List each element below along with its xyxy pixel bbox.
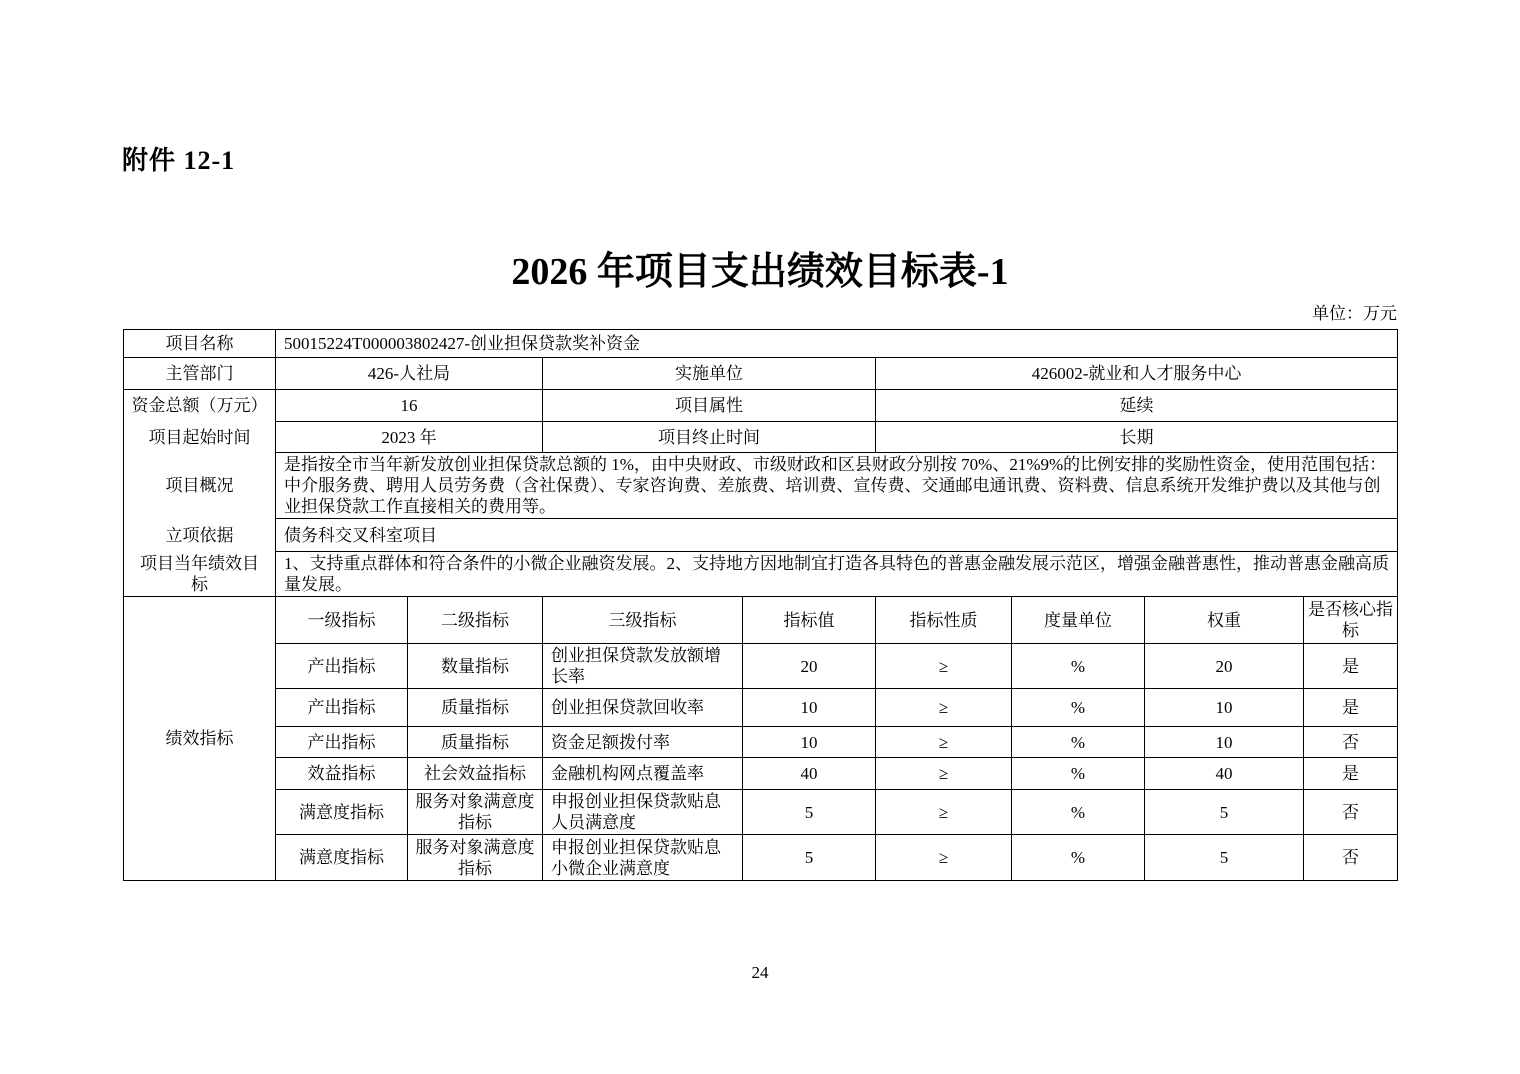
project-name-label: 项目名称 [124,330,276,358]
indicator-value: 20 [743,644,876,689]
indicator-value: 10 [743,727,876,758]
end-label: 项目终止时间 [543,422,876,453]
indicator-nature: ≥ [876,758,1012,790]
indicator-weight: 20 [1145,644,1304,689]
indicator-unit: % [1012,727,1145,758]
indicator-core: 否 [1304,790,1398,835]
indicator-value: 5 [743,790,876,835]
project-name-value: 50015224T000003802427-创业担保贷款奖补资金 [276,330,1398,358]
indicator-unit: % [1012,644,1145,689]
start-value: 2023 年 [276,422,543,453]
indicator-nature: ≥ [876,644,1012,689]
table-row [124,727,1398,758]
page-title: 2026 年项目支出绩效目标表-1 [511,251,1009,293]
header-level1: 一级指标 [276,597,408,644]
indicator-level1: 产出指标 [276,644,408,689]
indicator-level3: 创业担保贷款回收率 [543,689,743,727]
indicator-weight: 5 [1145,835,1304,881]
indicator-unit: % [1012,790,1145,835]
header-core: 是否核心指标 [1304,597,1398,644]
start-label: 项目起始时间 [124,422,276,453]
dept-value: 426-人社局 [276,358,543,390]
header-nature: 指标性质 [876,597,1012,644]
table-row [124,790,1398,835]
table-row [124,358,1398,390]
amount-value: 16 [276,390,543,422]
indicator-weight: 10 [1145,689,1304,727]
performance-target-table [123,329,1398,881]
indicator-nature: ≥ [876,727,1012,758]
table-row [124,330,1398,358]
indicator-weight: 40 [1145,758,1304,790]
page-number: 24 [751,963,769,982]
end-value: 长期 [876,422,1398,453]
indicator-level3: 资金足额拨付率 [543,727,743,758]
attachment-label: 附件 12-1 [122,146,236,175]
dept-label: 主管部门 [124,358,276,390]
indicator-level3: 创业担保贷款发放额增长率 [543,644,743,689]
header-weight: 权重 [1145,597,1304,644]
overview-label: 项目概况 [124,453,276,519]
attr-value: 延续 [876,390,1398,422]
indicator-core: 是 [1304,644,1398,689]
goal-value: 1、支持重点群体和符合条件的小微企业融资发展。2、支持地方因地制宜打造各具特色的普惠金融发展示范区，增强金融普惠性，推动普惠金融高质量发展。 [276,552,1398,597]
indicator-level1: 产出指标 [276,689,408,727]
table-row [124,390,1398,422]
indicator-level1: 产出指标 [276,727,408,758]
goal-label [124,552,276,597]
indicator-unit: % [1012,835,1145,881]
attr-label: 项目属性 [543,390,876,422]
indicator-value: 40 [743,758,876,790]
indicator-header-row [124,597,1398,644]
indicator-core: 是 [1304,689,1398,727]
indicator-level1: 满意度指标 [276,790,408,835]
indicator-core: 是 [1304,758,1398,790]
indicator-core: 否 [1304,727,1398,758]
indicator-level1: 效益指标 [276,758,408,790]
indicator-weight: 5 [1145,790,1304,835]
table-row [124,453,1398,519]
basis-value: 债务科交叉科室项目 [276,519,1398,552]
table-row [124,519,1398,552]
indicator-level2: 社会效益指标 [408,758,543,790]
header-level2: 二级指标 [408,597,543,644]
table-row [124,758,1398,790]
impl-label: 实施单位 [543,358,876,390]
indicator-core: 否 [1304,835,1398,881]
table-row [124,422,1398,453]
indicator-nature: ≥ [876,689,1012,727]
indicator-level2: 质量指标 [408,727,543,758]
header-level3: 三级指标 [543,597,743,644]
amount-label: 资金总额（万元） [124,390,276,422]
basis-label: 立项依据 [124,519,276,552]
indicator-level1: 满意度指标 [276,835,408,881]
impl-value: 426002-就业和人才服务中心 [876,358,1398,390]
table-row [124,835,1398,881]
table-row [124,644,1398,689]
header-value: 指标值 [743,597,876,644]
indicator-value: 5 [743,835,876,881]
table-row [124,689,1398,727]
indicator-unit: % [1012,689,1145,727]
indicator-level2: 质量指标 [408,689,543,727]
indicator-level3: 金融机构网点覆盖率 [543,758,743,790]
indicator-level3: 申报创业担保贷款贴息人员满意度 [543,790,743,835]
table-row [124,552,1398,597]
indicator-level2: 服务对象满意度指标 [408,835,543,881]
indicators-section-label: 绩效指标 [124,597,276,881]
indicator-level2: 数量指标 [408,644,543,689]
indicator-level2: 服务对象满意度指标 [408,790,543,835]
indicator-value: 10 [743,689,876,727]
indicator-unit: % [1012,758,1145,790]
indicator-nature: ≥ [876,835,1012,881]
indicator-nature: ≥ [876,790,1012,835]
unit-note: 单位：万元 [1312,304,1397,323]
indicator-level3: 申报创业担保贷款贴息小微企业满意度 [543,835,743,881]
overview-value: 是指按全市当年新发放创业担保贷款总额的 1%，由中央财政、市级财政和区县财政分别按 70%、21%9%的比例安排的奖励性资金，使用范围包括：中介服务费、聘用人员劳务费（含社保费）、专家咨询费、差旅费、培训费、宣传费、交通邮电通讯费、资料费、信息系统开发维护费以及其他与创业担保贷款工作直接相关的费用等。 [276,453,1398,519]
goal-label-text: 项目当年绩效目标 [140,553,259,594]
indicator-weight: 10 [1145,727,1304,758]
header-unit: 度量单位 [1012,597,1145,644]
